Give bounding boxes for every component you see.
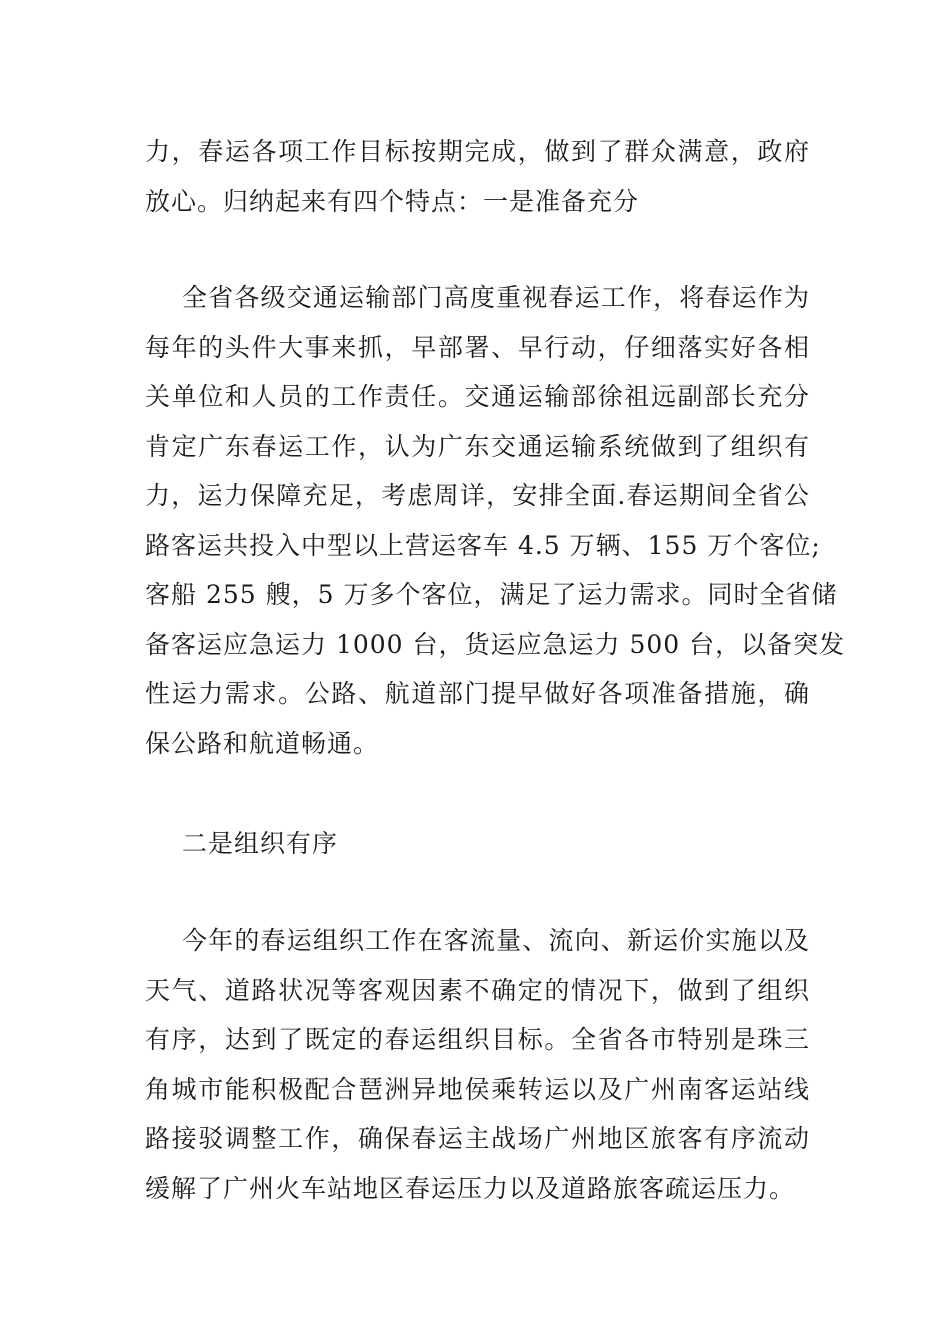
paragraph-4: [145, 916, 810, 1213]
text-line: 今年的春运组织工作在客流量、流向、新运价实施以及: [182, 926, 810, 955]
text-line: 路接驳调整工作，确保春运主战场广州地区旅客有序流动: [145, 1124, 810, 1153]
text-line: 角城市能积极配合琶洲异地侯乘转运以及广州南客运站线: [145, 1074, 810, 1104]
text-line: 有序，达到了既定的春运组织目标。全省各市特别是珠三: [145, 1025, 810, 1054]
text-line: 全省各级交通运输部门高度重视春运工作，将春运作为: [182, 283, 810, 312]
text-line: 放心。归纳起来有四个特点：一是准备充分: [145, 186, 640, 216]
text-line: 保公路和航道畅通。: [145, 728, 380, 758]
paragraph-1: [145, 127, 810, 226]
paragraph-2: [145, 273, 846, 768]
text-line: 每年的头件大事来抓，早部署、早行动，仔细落实好各相: [145, 332, 810, 362]
text-line: 路客运共投入中型以上营运客车 4.5 万辆、155 万个客位;: [145, 530, 821, 560]
text-line: 关单位和人员的工作责任。交通运输部徐祖远副部长充分: [145, 382, 810, 411]
text-line: 备客运应急运力 1000 台，货运应急运力 500 台，以备突发: [145, 629, 846, 659]
text-line: 力，春运各项工作目标按期完成，做到了群众满意，政府: [145, 137, 810, 166]
text-line: 性运力需求。公路、航道部门提早做好各项准备措施，确: [145, 679, 810, 708]
text-line: 天气、道路状况等客观因素不确定的情况下，做到了组织: [145, 975, 810, 1005]
paragraph-3-heading: [145, 819, 810, 869]
text-line: 二是组织有序: [182, 829, 339, 858]
text-line: 缓解了广州火车站地区春运压力以及道路旅客疏运压力。: [145, 1173, 796, 1203]
text-line: 客船 255 艘，5 万多个客位，满足了运力需求。同时全省储: [145, 580, 838, 609]
text-line: 力，运力保障充足，考虑周详，安排全面.春运期间全省公: [145, 481, 810, 510]
text-line: 肯定广东春运工作，认为广东交通运输系统做到了组织有: [145, 431, 810, 461]
